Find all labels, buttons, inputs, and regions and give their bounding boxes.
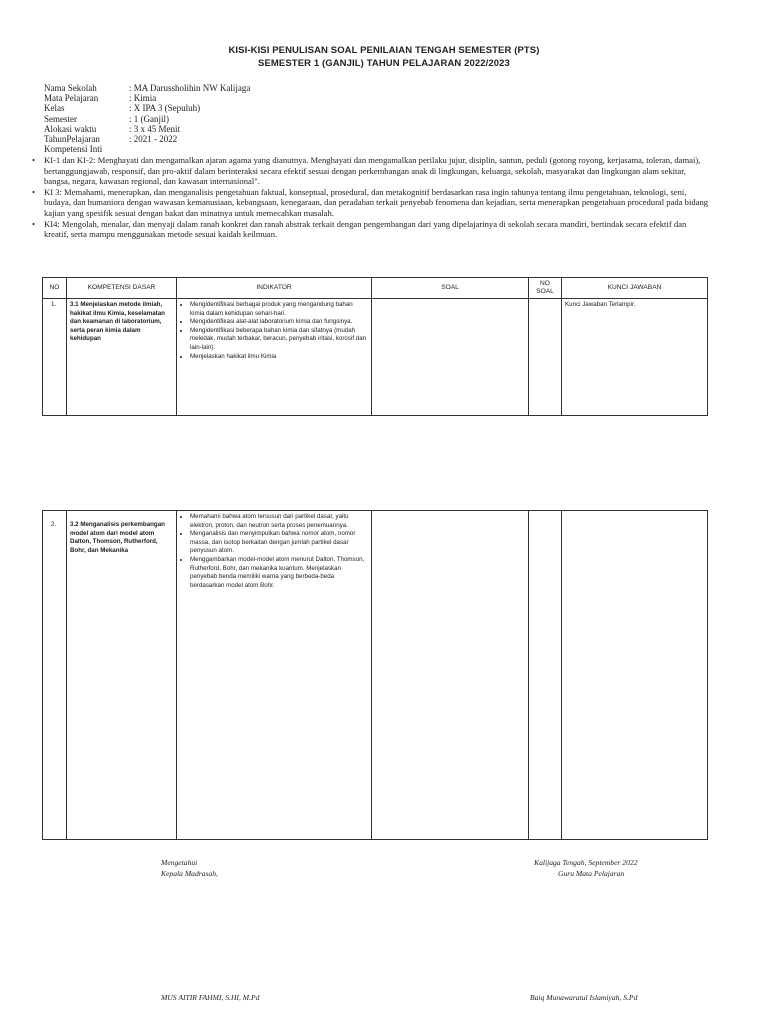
soal-cell [372, 511, 529, 840]
info-value: : Kimia [129, 93, 157, 104]
info-row-subject [44, 93, 250, 103]
row-number: 1. [43, 299, 67, 416]
info-row-class [44, 103, 250, 113]
signature-left [161, 857, 218, 879]
info-row-school [44, 83, 250, 93]
header-kompetensi-dasar: KOMPETENSI DASAR [67, 278, 177, 299]
signature-right-line2: Guru Mata Pelajaran [558, 869, 625, 878]
info-row-time [44, 124, 250, 134]
info-label: TahunPelajaran [44, 134, 100, 145]
ki-item: • KI4: Mengolah, menalar, dan menyaji dalam ranah konkret dan ranah abstrak terkait dengan pengembangan dari yang dipelajarinya di sekolah secara mandiri, bertindak secara efektif dan kreatif, serta mampu menggunakan metode sesuai kaidah keilmuan. [32, 219, 712, 240]
info-value: : X IPA 3 (Sepuluh) [129, 103, 201, 114]
indikator-item: • Menganalisis dan menyimpulkan bahwa nomor atom, nomor massa, dan isotop berkaitan dengan jumlah partikel dasar penyusun atom. [190, 530, 368, 556]
document-subtitle: SEMESTER 1 (GANJIL) TAHUN PELAJARAN 2022/2023 [258, 58, 510, 69]
table-row [43, 299, 708, 416]
header-soal: SOAL [372, 278, 529, 299]
signature-left-line1: Mengetahui [161, 858, 198, 867]
info-value: : 1 (Ganjil) [129, 113, 169, 124]
school-info [44, 83, 250, 154]
info-row-semester [44, 114, 250, 124]
indikator-item: • Mengidentifikasi berbagai produk yang mengandung bahan kimia dalam kehidupan sehari-hari. [190, 301, 368, 318]
no-soal-cell [529, 511, 562, 840]
info-value: : 2021 - 2022 [129, 134, 178, 145]
indikator-item: • Menggambarkan model-model atom menurut Dalton, Thomson, Rutherford, Bohr, dan mekanika kuantum. Menjelaskan penyebab benda memiliki warna yang berbeda-beda berdasarkan model atom Bohr. [190, 556, 368, 590]
header-no: NO [43, 278, 67, 299]
indikator-cell [177, 511, 372, 840]
header-indikator: INDIKATOR [177, 278, 372, 299]
core-competence-list [32, 155, 712, 240]
info-row-core-competence [44, 144, 250, 154]
kunci-cell [562, 511, 708, 840]
grid-table-page2 [42, 510, 708, 840]
document-title: KISI-KISI PENULISAN SOAL PENILAIAN TENGAH SEMESTER (PTS) [228, 45, 540, 56]
headmaster-name: MUS AITIR FAHMI, S.HI, M.Pd [161, 993, 260, 1002]
kd-cell: 3.1 Menjelaskan metode ilmiah, hakikat ilmu Kimia, keselamatan dan keamanan di laboratorium, serta peran kimia dalam kehidupan [67, 299, 177, 416]
info-label: Semester [44, 113, 77, 124]
indikator-cell [177, 299, 372, 416]
header-kunci-jawaban: KUNCI JAWABAN [562, 278, 708, 299]
soal-cell [372, 299, 529, 416]
teacher-name: Baiq Munawaratul Islamiyah, S.Pd [530, 993, 638, 1002]
ki-item: • KI 3: Memahami, menerapkan, dan menganalisis pengetahuan faktual, konseptual, prosedural, dan metakognitif berdasarkan rasa ingin tahunya tentang ilmu pengetahuan, teknologi, seni, budaya, dan humaniora dengan wawasan kemanusiaan, kebangsaan, kenegaraan, dan peradaban terkait penyebab fenomena dan kejadian, serta menerapkan pengetahuan procedural pada bidang kajian yang spesifik sesuai dengan bakat dan minatnya untuk memecahkan masalah. [32, 187, 712, 219]
table-row [43, 511, 708, 840]
kd-cell: 3.2 Menganalisis perkembangan model atom dari model atom Dalton, Thomson, Rutherford, Bohr, dan Mekanika [67, 511, 177, 840]
info-label: Kompetensi Inti [44, 144, 103, 155]
indikator-item: • Mengidentifikasi alat-alat laboratorium kimia dan fungsinya. [190, 318, 368, 327]
indikator-item: • Menjelaskan hakikat ilmu Kimia [190, 353, 368, 362]
no-soal-cell [529, 299, 562, 416]
info-value: : 3 x 45 Menit [129, 123, 180, 134]
indikator-item: • Mengidentifikasi beberapa bahan kimia dan sifatnya (mudah meledak, mudah terbakar, beracun, penyebab iritasi, korosif dan lain-lain). [190, 327, 368, 353]
signature-right-line1: Kalijaga Tengah, September 2022 [534, 858, 638, 867]
ki-item: • KI-1 dan KI-2: Menghayati dan mengamalkan ajaran agama yang dianutnya. Menghayati dan mengamalkan perilaku jujur, disiplin, santun, peduli (gotong royong, kerjasama, toleran, damai), bertanggungjawab, responsif, dan pro-aktif dalam berinteraksi secara efektif sesuai dengan perkembangan anak di lingkungan, keluarga, sekolah, masyarakat dan lingkungan alam sekitar, bangsa, negara, kawasan regional, dan kawasan internasional". [32, 155, 712, 187]
info-label: Mata Pelajaran [44, 93, 99, 104]
kunci-cell: Kunci Jawaban Terlampir. [562, 299, 708, 416]
info-value: : MA Darussholihin NW Kalijaga [129, 83, 251, 93]
row-number: 2. [43, 511, 67, 840]
indikator-item: • Memahami bahwa atom tersusun dari partikel dasar, yaitu elektron, proton, dan neutron serta proses penemuannya. [190, 513, 368, 530]
grid-table-page1 [42, 277, 708, 416]
signature-right [534, 857, 638, 879]
info-label: Nama Sekolah [44, 83, 97, 93]
header-no-soal: NO SOAL [529, 278, 562, 299]
info-label: Kelas [44, 103, 65, 114]
info-row-year [44, 134, 250, 144]
info-label: Alokasi waktu [44, 123, 97, 134]
signature-left-line2: Kepala Madrasah, [161, 869, 218, 878]
